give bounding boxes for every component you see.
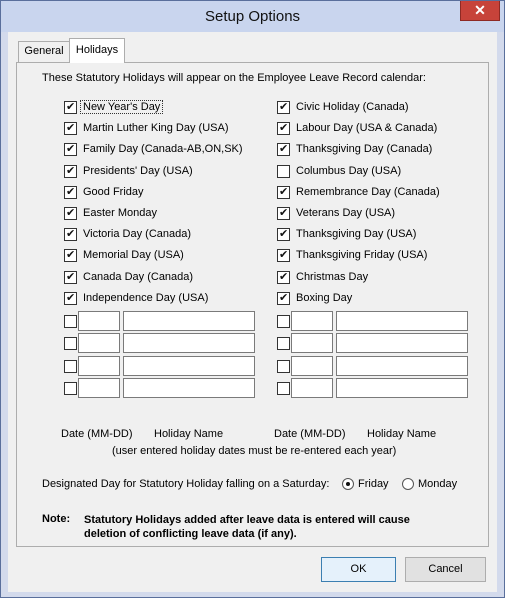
cancel-button[interactable]: Cancel: [405, 557, 486, 582]
close-button[interactable]: [460, 1, 500, 21]
right-holiday-checkbox[interactable]: [277, 122, 290, 135]
left-holiday-label[interactable]: Family Day (Canada-AB,ON,SK): [83, 143, 243, 156]
left-custom-date-input[interactable]: [78, 356, 120, 376]
saturday-option-label: Designated Day for Statutory Holiday falling on a Saturday:: [42, 478, 330, 490]
left-custom-date-input[interactable]: [78, 378, 120, 398]
left-holiday-label[interactable]: Martin Luther King Day (USA): [83, 122, 229, 135]
tab-holidays-label: Holidays: [75, 44, 119, 56]
radio-monday-label[interactable]: Monday: [418, 478, 458, 490]
right-custom-date-input[interactable]: [291, 378, 333, 398]
left-custom-name-input[interactable]: [123, 378, 255, 398]
left-holiday-checkbox[interactable]: [64, 249, 77, 262]
left-holiday-checkbox[interactable]: [64, 101, 77, 114]
close-icon: ✕: [474, 2, 486, 18]
title-bar[interactable]: [1, 1, 504, 32]
right-custom-date-input[interactable]: [291, 356, 333, 376]
left-custom-name-input[interactable]: [123, 311, 255, 331]
right-custom-entry-checkbox[interactable]: [277, 360, 290, 373]
right-holiday-checkbox[interactable]: [277, 249, 290, 262]
left-holiday-label[interactable]: Independence Day (USA): [83, 291, 209, 304]
tab-holidays[interactable]: [69, 38, 125, 63]
note-label: Note:: [42, 513, 71, 525]
left-custom-entry-checkbox[interactable]: [64, 337, 77, 350]
reentry-note: (user entered holiday dates must be re-entered each year): [112, 445, 397, 457]
note-line-2: deletion of conflicting leave data (if any).: [84, 528, 297, 540]
intro-text: These Statutory Holidays will appear on the Employee Leave Record calendar:: [42, 72, 426, 84]
left-holiday-checkbox[interactable]: [64, 143, 77, 156]
tab-general[interactable]: General: [18, 41, 70, 62]
left-holiday-checkbox[interactable]: [64, 271, 77, 284]
ok-button[interactable]: OK: [321, 557, 396, 582]
left-holiday-label[interactable]: New Year's Day: [83, 101, 161, 113]
right-holiday-label[interactable]: Labour Day (USA & Canada): [296, 122, 438, 135]
right-holiday-label[interactable]: Civic Holiday (Canada): [296, 101, 409, 113]
left-holiday-checkbox[interactable]: [64, 165, 77, 178]
left-holiday-checkbox[interactable]: [64, 292, 77, 305]
right-custom-entry-checkbox[interactable]: [277, 382, 290, 395]
right-name-caption: Holiday Name: [367, 428, 437, 440]
right-holiday-label[interactable]: Veterans Day (USA): [296, 207, 396, 219]
right-custom-name-input[interactable]: [336, 333, 468, 353]
right-holiday-label[interactable]: Thanksgiving Day (Canada): [296, 143, 433, 156]
radio-friday[interactable]: [342, 478, 354, 490]
right-holiday-checkbox[interactable]: [277, 271, 290, 284]
left-holiday-label[interactable]: Canada Day (Canada): [83, 270, 194, 283]
right-holiday-checkbox[interactable]: [277, 143, 290, 156]
right-custom-name-input[interactable]: [336, 356, 468, 376]
right-holiday-label[interactable]: Christmas Day: [296, 270, 369, 283]
right-holiday-label[interactable]: Columbus Day (USA): [296, 164, 402, 177]
right-custom-entry-checkbox[interactable]: [277, 337, 290, 350]
right-holiday-label[interactable]: Thanksgiving Friday (USA): [296, 249, 428, 262]
left-date-caption: Date (MM-DD): [61, 428, 133, 440]
left-holiday-label[interactable]: Memorial Day (USA): [83, 249, 184, 262]
left-holiday-label[interactable]: Victoria Day (Canada): [83, 228, 192, 241]
right-holiday-checkbox[interactable]: [277, 101, 290, 114]
right-holiday-checkbox[interactable]: [277, 228, 290, 241]
left-custom-date-input[interactable]: [78, 311, 120, 331]
left-custom-entry-checkbox[interactable]: [64, 315, 77, 328]
right-custom-name-input[interactable]: [336, 378, 468, 398]
left-holiday-label[interactable]: Easter Monday: [83, 207, 157, 219]
dialog-client-area: [8, 32, 497, 592]
note-line-1: Statutory Holidays added after leave data is entered will cause: [84, 514, 410, 526]
holidays-tab-panel: [16, 62, 489, 547]
right-custom-date-input[interactable]: [291, 333, 333, 353]
right-custom-date-input[interactable]: [291, 311, 333, 331]
left-custom-date-input[interactable]: [78, 333, 120, 353]
radio-friday-label[interactable]: Friday: [358, 478, 389, 490]
left-holiday-label[interactable]: Presidents' Day (USA): [83, 164, 193, 177]
right-holiday-checkbox[interactable]: [277, 292, 290, 305]
radio-monday[interactable]: [402, 478, 414, 490]
left-holiday-label[interactable]: Good Friday: [83, 185, 144, 198]
left-holiday-checkbox[interactable]: [64, 122, 77, 135]
right-custom-entry-checkbox[interactable]: [277, 315, 290, 328]
right-holiday-label[interactable]: Boxing Day: [296, 291, 353, 304]
left-custom-name-input[interactable]: [123, 356, 255, 376]
left-holiday-checkbox[interactable]: [64, 207, 77, 220]
right-holiday-checkbox[interactable]: [277, 186, 290, 199]
left-custom-entry-checkbox[interactable]: [64, 382, 77, 395]
right-holiday-checkbox[interactable]: [277, 207, 290, 220]
left-custom-name-input[interactable]: [123, 333, 255, 353]
left-name-caption: Holiday Name: [154, 428, 224, 440]
right-custom-name-input[interactable]: [336, 311, 468, 331]
window-title: Setup Options: [204, 8, 301, 25]
right-holiday-checkbox[interactable]: [277, 165, 290, 178]
right-holiday-label[interactable]: Thanksgiving Day (USA): [296, 228, 417, 241]
left-holiday-checkbox[interactable]: [64, 186, 77, 199]
left-holiday-checkbox[interactable]: [64, 228, 77, 241]
right-holiday-label[interactable]: Remembrance Day (Canada): [296, 185, 440, 198]
left-custom-entry-checkbox[interactable]: [64, 360, 77, 373]
right-date-caption: Date (MM-DD): [274, 428, 346, 440]
